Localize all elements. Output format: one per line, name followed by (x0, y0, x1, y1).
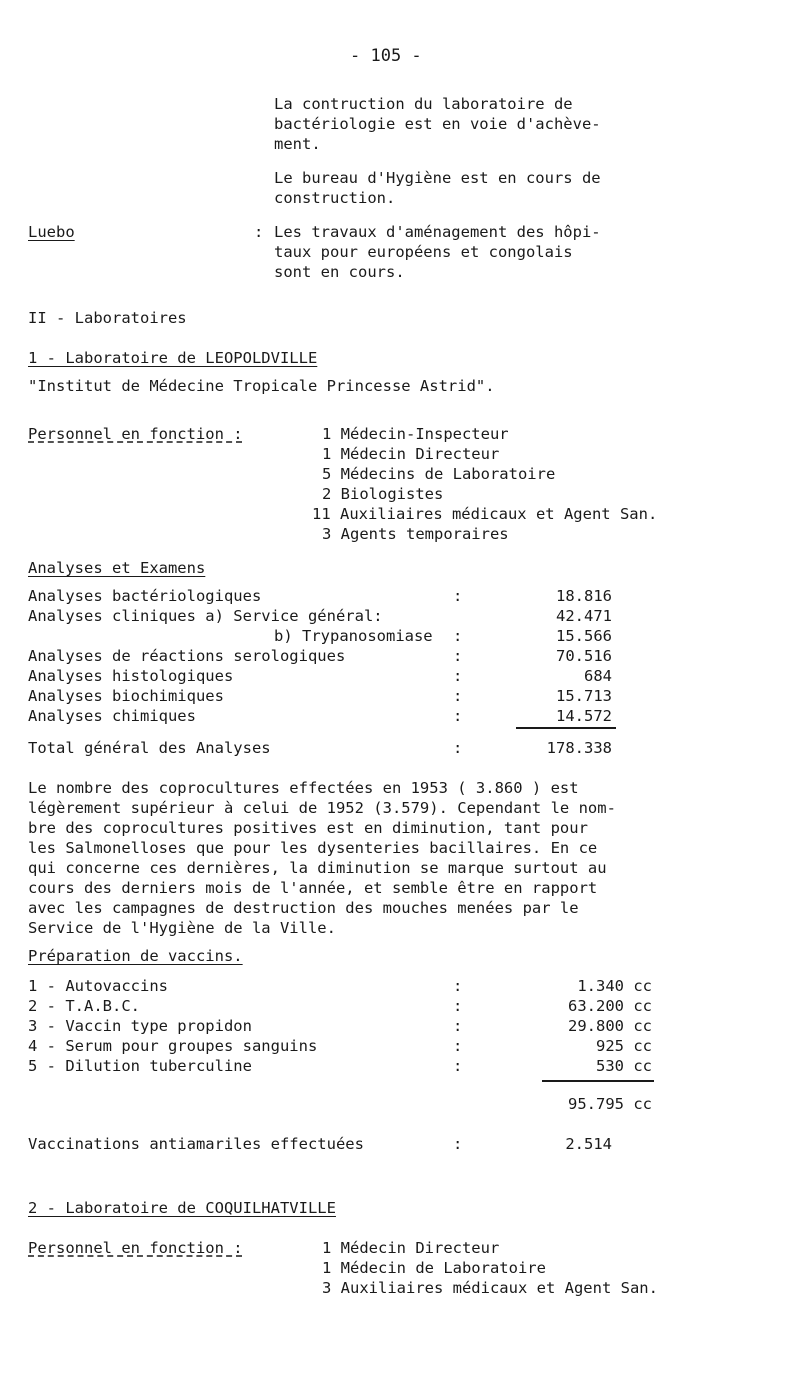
analyses-row-value: 18.816 (556, 587, 612, 605)
analyses-row-label: Analyses cliniques a) Service général: (28, 607, 383, 625)
vaccins-row-label: 4 - Serum pour groupes sanguins (28, 1037, 318, 1055)
analyses-row-label: Analyses chimiques (28, 707, 196, 725)
intro-p3-line: taux pour européens et congolais (274, 243, 573, 261)
analyses-row-sep: : (453, 647, 463, 665)
intro-paragraph-3 (274, 222, 601, 282)
lab1-personnel-label: Personnel en fonction : (28, 425, 243, 443)
analyses-total-label: Total général des Analyses (28, 739, 271, 757)
lab1-title: 1 - Laboratoire de LEOPOLDVILLE (28, 349, 318, 367)
vaccins-row-label: 3 - Vaccin type propidon (28, 1017, 252, 1035)
vaccins-total-value: 95.795 cc (568, 1095, 652, 1113)
analyses-total-value: 178.338 (546, 739, 612, 757)
vaccins-row-sep: : (453, 1037, 463, 1055)
copro-line: cours des derniers mois de l'année, et semble être en rapport (28, 879, 598, 897)
copro-line: Le nombre des coprocultures effectées en 1953 ( 3.860 ) est (28, 779, 579, 797)
lab2-title: 2 - Laboratoire de COQUILHATVILLE (28, 1199, 336, 1217)
intro-p3-line: Les travaux d'aménagement des hôpi- (274, 223, 601, 241)
vaccins-row-value: 1.340 cc (577, 977, 652, 995)
analyses-row-label: Analyses bactériologiques (28, 587, 262, 605)
lab1-institute: "Institut de Médecine Tropicale Princesse Astrid". (28, 377, 495, 395)
section-title (28, 308, 187, 328)
intro-p2-line: Le bureau d'Hygiène est en cours de (274, 169, 601, 187)
analyses-row-value: 14.572 (556, 707, 612, 725)
lab2-personnel-list (322, 1238, 658, 1298)
personnel-item: 11 Auxiliaires médicaux et Agent San. (312, 505, 658, 523)
vaccinations-label: Vaccinations antiamariles effectuées (28, 1135, 364, 1153)
analyses-row-value: 15.713 (556, 687, 612, 705)
vaccins-total-rule (542, 1080, 654, 1082)
intro-paragraph-2 (274, 168, 601, 208)
intro-p3-line: sont en cours. (274, 263, 405, 281)
analyses-row-label: Analyses de réactions serologiques (28, 647, 346, 665)
analyses-row-label: Analyses biochimiques (28, 687, 224, 705)
personnel-item: 1 Médecin Directeur (322, 445, 500, 463)
analyses-row-value: 684 (584, 667, 612, 685)
analyses-row-sep: : (453, 587, 463, 605)
copro-line: légèrement supérieur à celui de 1952 (3.579). Cependant le nom- (28, 799, 616, 817)
copro-line: Service de l'Hygiène de la Ville. (28, 919, 336, 937)
vaccins-row-sep: : (453, 1017, 463, 1035)
analyses-row-sep: : (453, 707, 463, 725)
personnel-item: 1 Médecin Directeur (322, 1239, 500, 1257)
copro-line: avec les campagnes de destruction des mouches menées par le (28, 899, 579, 917)
vaccins-row-value: 530 cc (596, 1057, 652, 1075)
intro-paragraph-1 (274, 94, 601, 154)
personnel-item: 3 Auxiliaires médicaux et Agent San. (322, 1279, 658, 1297)
vaccins-row-sep: : (453, 997, 463, 1015)
copro-line: les Salmonelloses que pour les dysenteries bacillaires. En ce (28, 839, 598, 857)
personnel-item: 2 Biologistes (322, 485, 444, 503)
analyses-title: Analyses et Examens (28, 559, 206, 577)
vaccins-row-label: 2 - T.A.B.C. (28, 997, 140, 1015)
analyses-row-value: 70.516 (556, 647, 612, 665)
vaccins-row-sep: : (453, 1057, 463, 1075)
analyses-row-label: Analyses histologiques (28, 667, 234, 685)
page-number: - 105 - (350, 46, 422, 66)
personnel-item: 1 Médecin-Inspecteur (322, 425, 509, 443)
copro-line: bre des coprocultures positives est en diminution, tant pour (28, 819, 588, 837)
vaccins-row-value: 63.200 cc (568, 997, 652, 1015)
analyses-row-sep: : (453, 627, 463, 645)
vaccins-row-value: 925 cc (596, 1037, 652, 1055)
intro-p1-line: ment. (274, 135, 321, 153)
intro-p1-line: bactériologie est en voie d'achève- (274, 115, 601, 133)
lab1-personnel-list (312, 424, 658, 544)
personnel-item: 3 Agents temporaires (322, 525, 509, 543)
vaccins-row-value: 29.800 cc (568, 1017, 652, 1035)
personnel-item: 5 Médecins de Laboratoire (322, 465, 556, 483)
analyses-row-value: 15.566 (556, 627, 612, 645)
vaccinations-value: 2.514 (565, 1135, 612, 1153)
section-title-text: II - Laboratoires (28, 309, 187, 327)
vaccins-title: Préparation de vaccins. (28, 947, 243, 965)
intro-p1-line: La contruction du laboratoire de (274, 95, 573, 113)
vaccinations-sep: : (453, 1135, 463, 1153)
analyses-row-sep: : (453, 687, 463, 705)
analyses-total-sep: : (453, 739, 463, 757)
analyses-row-label: b) Trypanosomiase (274, 627, 433, 645)
copro-line: qui concerne ces dernières, la diminution se marque surtout au (28, 859, 607, 877)
lab2-personnel-label: Personnel en fonction : (28, 1239, 243, 1257)
personnel-item: 1 Médecin de Laboratoire (322, 1259, 546, 1277)
vaccins-row-sep: : (453, 977, 463, 995)
intro-p2-line: construction. (274, 189, 396, 207)
vaccins-row-label: 1 - Autovaccins (28, 977, 168, 995)
copro-paragraph (28, 778, 616, 938)
luebo-label: Luebo (28, 223, 75, 241)
vaccins-row-label: 5 - Dilution tuberculine (28, 1057, 252, 1075)
analyses-total-rule (516, 727, 616, 729)
analyses-row-sep: : (453, 667, 463, 685)
luebo-colon: : (254, 223, 264, 241)
analyses-row-value: 42.471 (556, 607, 612, 625)
